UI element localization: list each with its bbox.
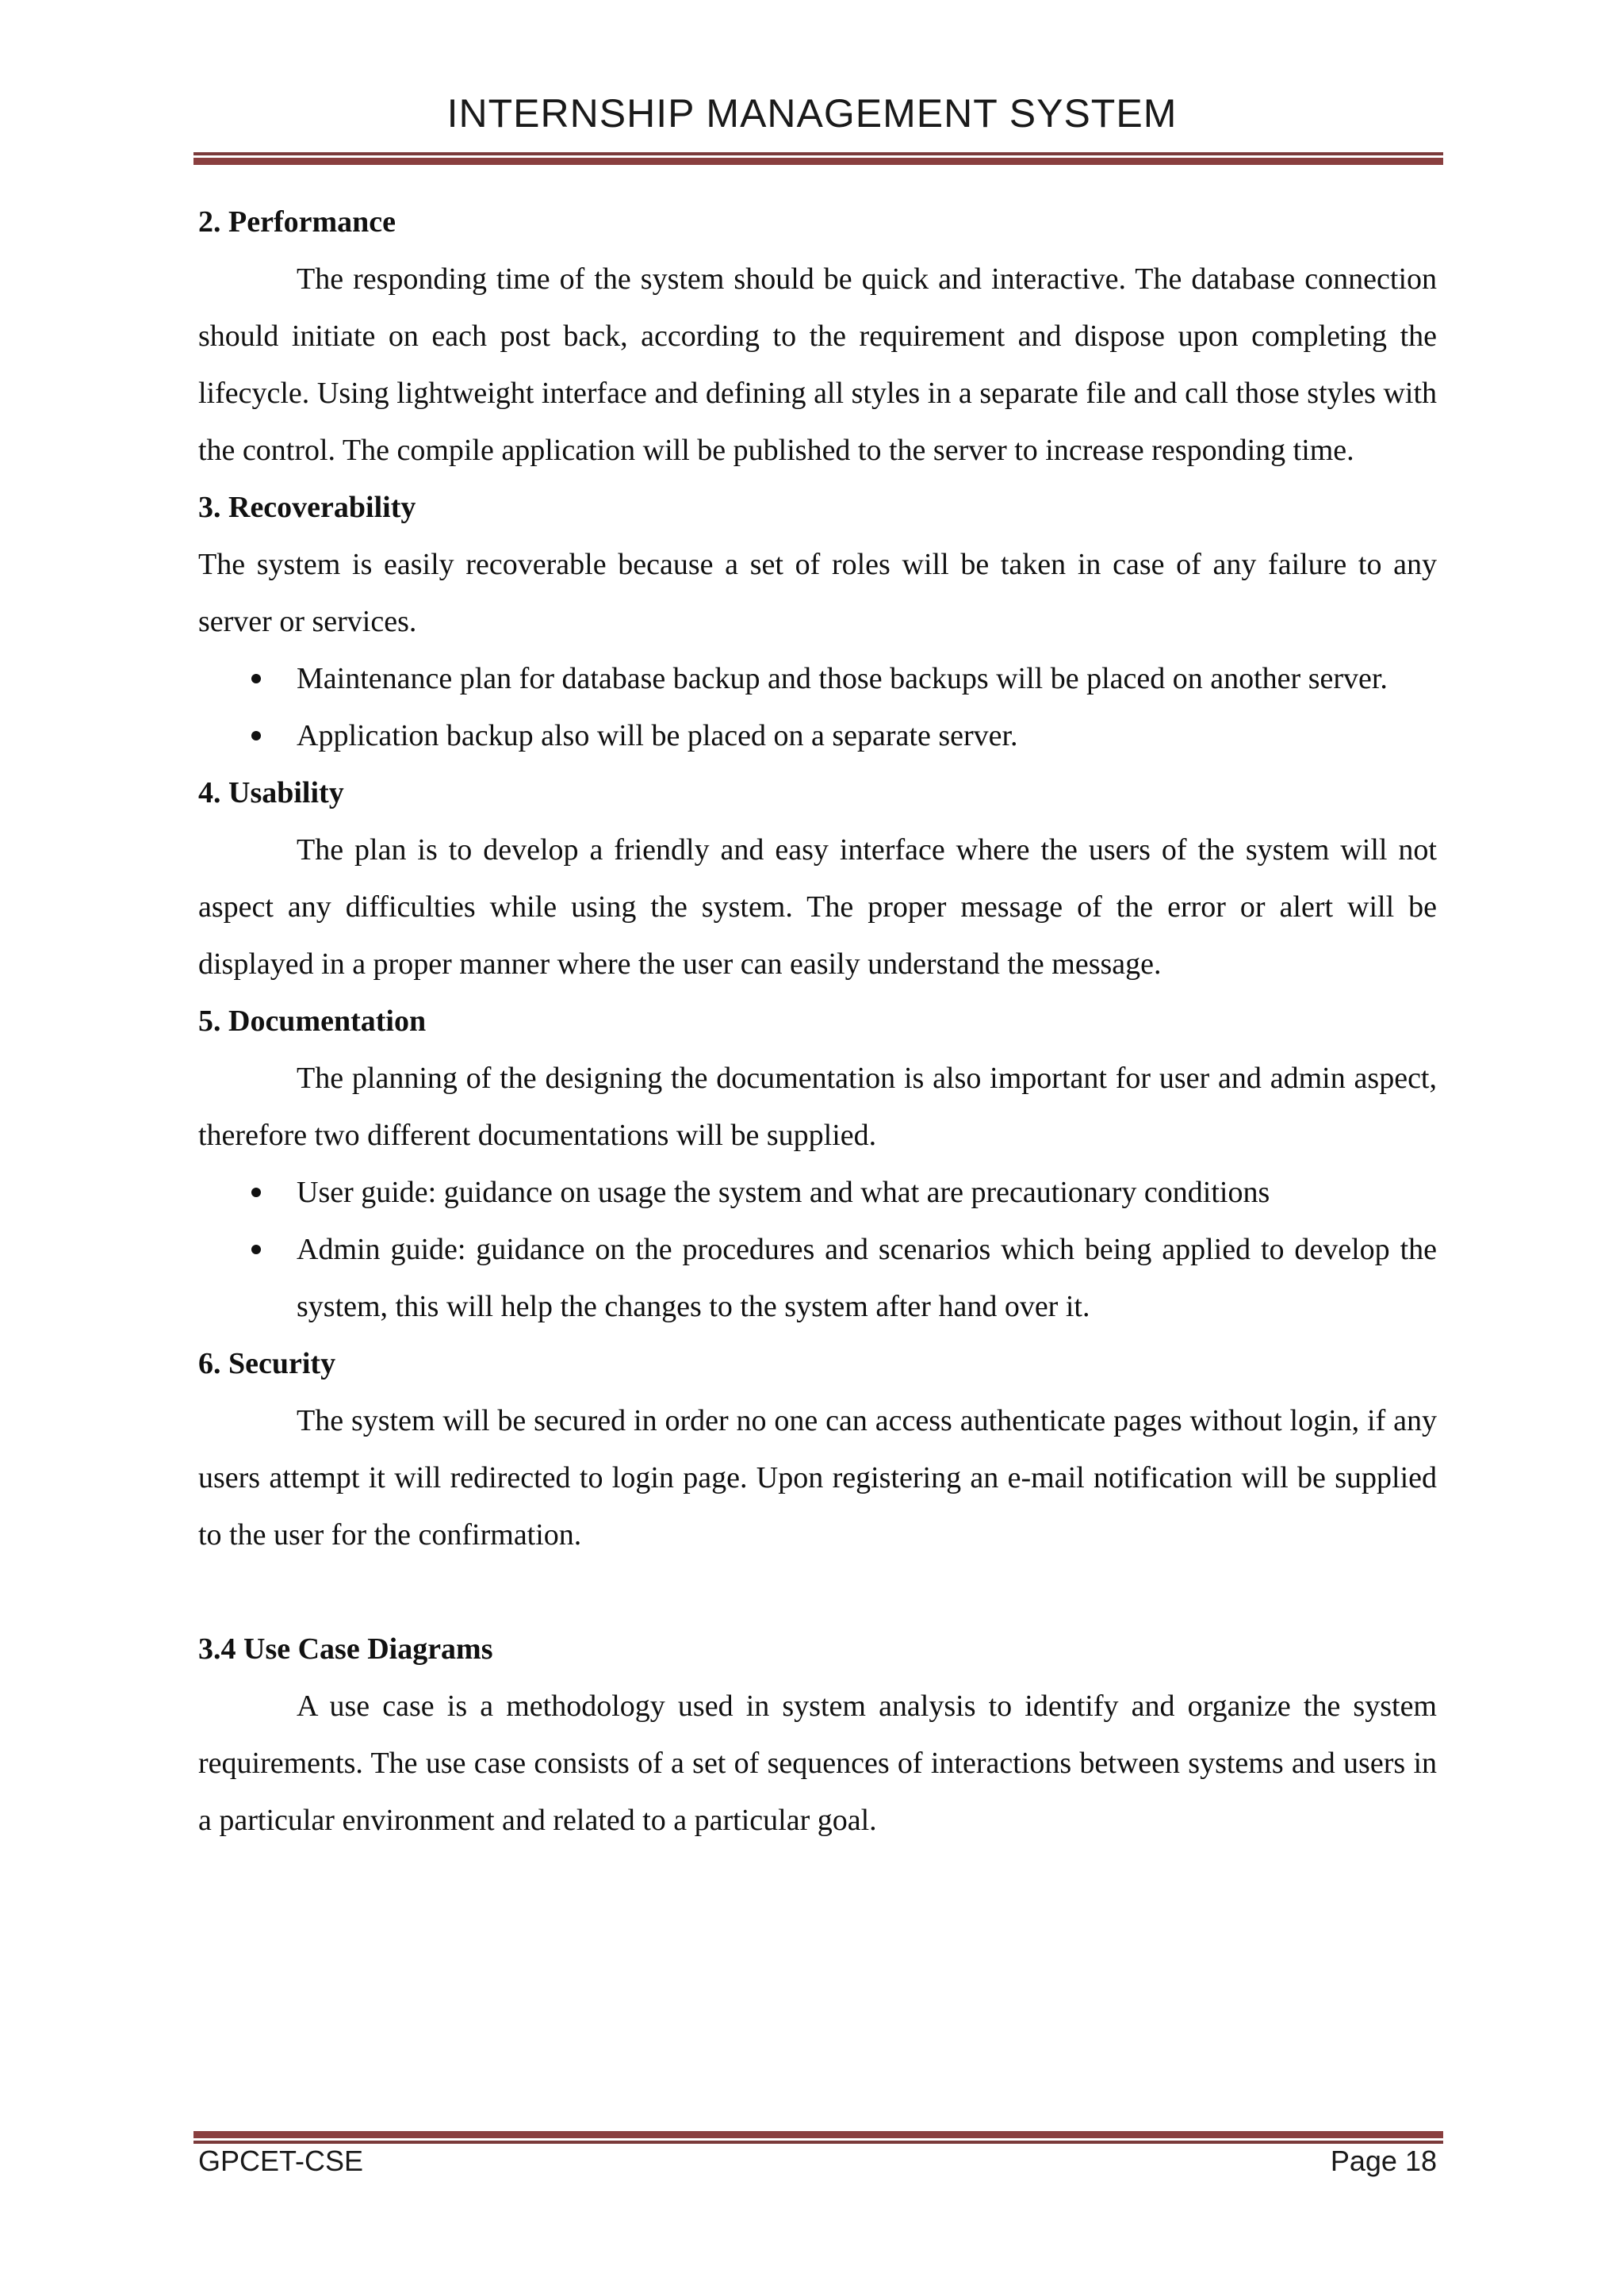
header-rule (193, 152, 1443, 165)
list-item (198, 650, 1437, 707)
footer-rule (193, 2131, 1443, 2144)
recoverability-bullet-list (198, 650, 1437, 764)
footer-department: GPCET-CSE (198, 2145, 364, 2177)
page-content (198, 193, 1437, 1849)
header-rule-thin (193, 152, 1443, 155)
bullet-icon (251, 674, 261, 683)
section-spacer (198, 1563, 1437, 1621)
use-case-body: A use case is a methodology used in system analysis to identify and organize the system requirements. The use case consists of a set of sequences of interactions between systems and users in a particular environment and related to a particular goal. (198, 1689, 1437, 1837)
documentation-heading: 5. Documentation (198, 1004, 427, 1038)
usability-heading: 4. Usability (198, 776, 344, 809)
bullet-text: User guide: guidance on usage the system and what are precautionary conditions (297, 1176, 1270, 1209)
bullet-text: Admin guide: guidance on the procedures and scenarios which being applied to develop the system, this will help the changes to the system after hand over it. (297, 1233, 1437, 1323)
header-rule-thick (193, 158, 1443, 165)
performance-body: The responding time of the system should be quick and interactive. The database connection should initiate on each post back, according to the requirement and dispose upon completing the lifecycle. Using lightweight interface and defining all styles in a separate file and call those styles with the control. The compile application will be published to the server to increase responding time. (198, 262, 1437, 467)
bullet-icon (251, 731, 261, 740)
bullet-icon (251, 1245, 261, 1254)
footer-rule-thin (193, 2141, 1443, 2144)
recoverability-heading: 3. Recoverability (198, 491, 416, 524)
list-item (198, 1221, 1437, 1335)
page-header-title: INTERNSHIP MANAGEMENT SYSTEM (446, 91, 1178, 136)
recoverability-body: The system is easily recoverable because a set of roles will be taken in case of any failure to any server or services. (198, 548, 1437, 638)
use-case-heading: 3.4 Use Case Diagrams (198, 1632, 493, 1666)
footer-page-number: Page 18 (1330, 2145, 1437, 2177)
footer-rule-thick (193, 2131, 1443, 2138)
security-heading: 6. Security (198, 1347, 336, 1380)
list-item (198, 707, 1437, 764)
security-body: The system will be secured in order no one can access authenticate pages without login, if any users attempt it will redirected to login page. Upon registering an e-mail notification will be supplied to the user for the confirmation. (198, 1404, 1437, 1552)
bullet-icon (251, 1188, 261, 1197)
list-item (198, 1164, 1437, 1221)
performance-heading: 2. Performance (198, 205, 396, 239)
documentation-body: The planning of the designing the documentation is also important for user and admin aspect, therefore two different documentations will be supplied. (198, 1062, 1437, 1152)
bullet-text: Maintenance plan for database backup and those backups will be placed on another server. (297, 662, 1388, 695)
bullet-text: Application backup also will be placed on a separate server. (297, 719, 1018, 752)
usability-body: The plan is to develop a friendly and easy interface where the users of the system will not aspect any difficulties while using the system. The proper message of the error or alert will be displayed in a proper manner where the user can easily understand the message. (198, 833, 1437, 981)
documentation-bullet-list (198, 1164, 1437, 1335)
